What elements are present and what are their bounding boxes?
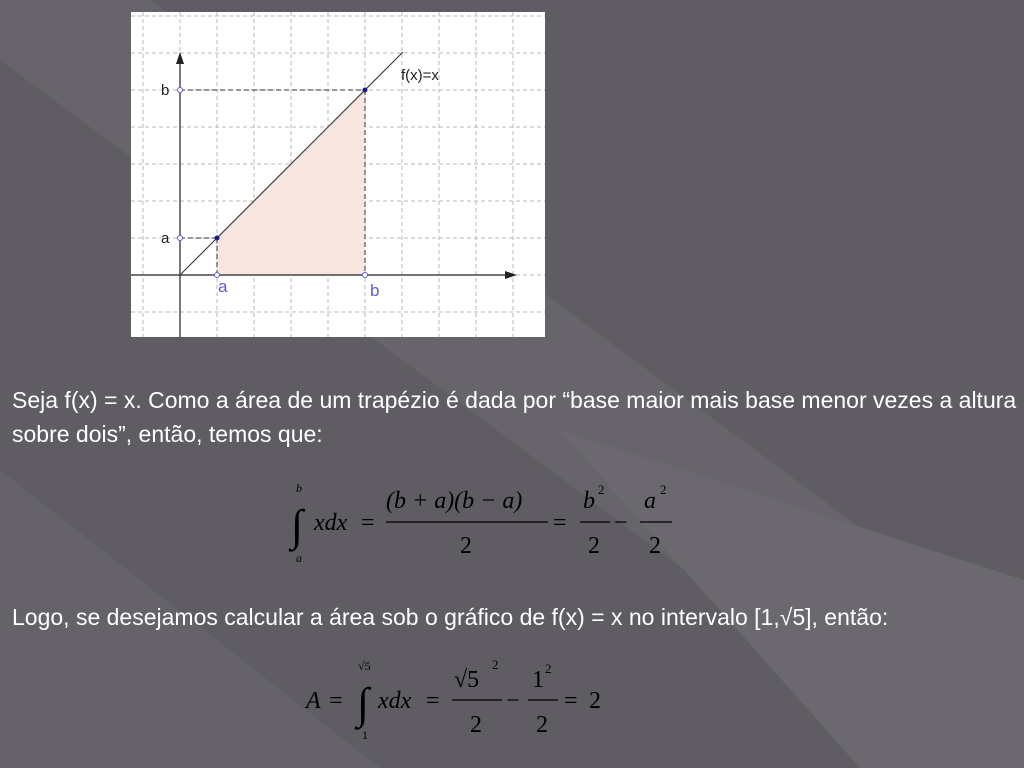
eq1-denominator: 2 [460, 533, 472, 559]
eq1-frac2-num: b [583, 488, 595, 514]
y-label-a: a [161, 230, 170, 247]
eq1-integral-sign: ∫ [291, 501, 304, 550]
function-graph [131, 12, 545, 337]
eq1-frac3-exp: 2 [660, 482, 667, 497]
eq2-integrand: xdx [378, 688, 412, 714]
y-label-b: b [161, 82, 170, 99]
eq1-frac3-num: a [644, 488, 656, 514]
eq2-frac1-exp: 2 [492, 657, 499, 672]
eq2-integral-sign: ∫ [357, 679, 370, 728]
eq1-numerator: (b + a)(b − a) [386, 488, 523, 514]
eq2-lower-limit: 1 [362, 728, 368, 742]
eq1-frac2-exp: 2 [598, 482, 605, 497]
eq2-equals-2: = [426, 688, 440, 714]
y-tick-b [178, 88, 183, 93]
eq2-upper-limit: √5 [358, 659, 371, 673]
eq2-result: 2 [589, 688, 601, 714]
point-a [215, 236, 220, 241]
x-tick-b [363, 273, 368, 278]
eq1-upper-limit: b [296, 481, 302, 495]
eq2-lhs: A [306, 688, 321, 714]
eq2-equals-3: = [564, 688, 578, 714]
function-label: f(x)=x [401, 67, 439, 84]
graph-canvas [131, 12, 545, 337]
eq1-integrand: xdx [314, 510, 348, 536]
eq1-equals-2: = [553, 510, 567, 536]
eq2-frac2-den: 2 [536, 712, 548, 738]
eq2-frac2-exp: 2 [545, 661, 552, 676]
point-b [363, 88, 368, 93]
eq1-equals-1: = [361, 510, 375, 536]
trapezoid-integral-equation [288, 478, 688, 568]
numeric-integral-equation [304, 655, 624, 745]
conclusion-paragraph: Logo, se desejamos calcular a área sob o gráfico de f(x) = x no intervalo [1,√5], então: [12, 604, 889, 630]
x-axis-arrow [505, 271, 517, 279]
y-axis-arrow [176, 52, 184, 64]
eq2-minus: − [506, 688, 520, 714]
eq2-frac2-num: 1 [532, 667, 544, 693]
eq2-frac1-num: √5 [454, 667, 480, 693]
x-label-b: b [370, 281, 380, 300]
eq2-equals-1: = [329, 688, 343, 714]
eq1-frac3-den: 2 [649, 533, 661, 559]
eq2-frac1-den: 2 [470, 712, 482, 738]
eq1-lower-limit: a [296, 551, 302, 565]
x-label-a: a [218, 277, 228, 296]
y-tick-a [178, 236, 183, 241]
intro-paragraph: Seja f(x) = x. Como a área de um trapézio é dada por “base maior mais base menor vezes a altura sobre dois”, então, temos que: [12, 387, 1017, 447]
eq1-frac2-den: 2 [588, 533, 600, 559]
eq1-minus: − [614, 510, 628, 536]
